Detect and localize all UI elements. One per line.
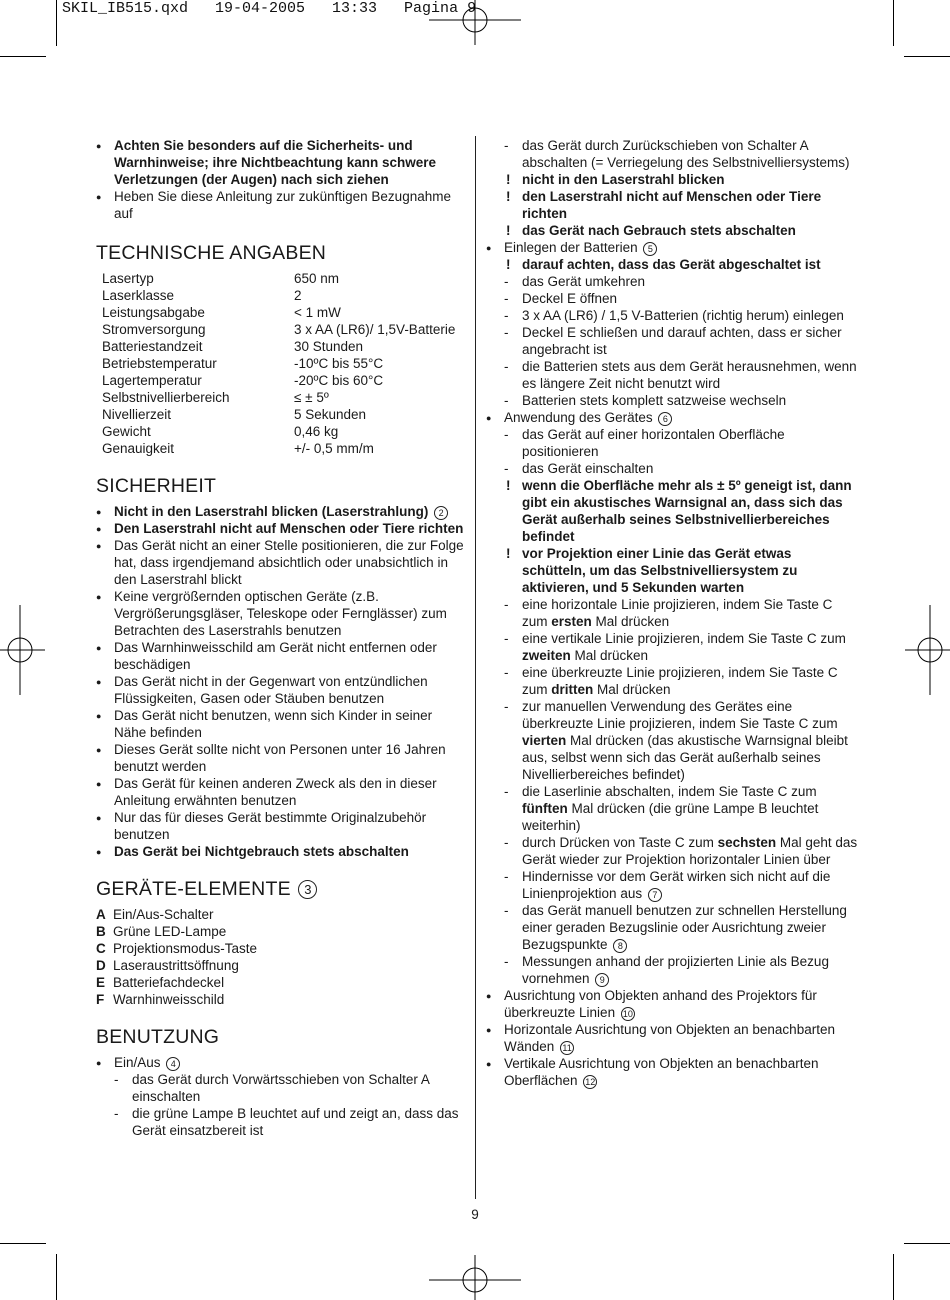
part-letter: D xyxy=(96,958,106,973)
spec-label: Genauigkeit xyxy=(102,441,175,456)
safety-item: ● Keine vergrößernden optischen Geräte (z.B. Vergrößerungsgläser, Teleskope oder Fernglässer) zum Betrachten des Laserstrahls benutzen xyxy=(96,588,468,639)
press-text: Mal drücken xyxy=(570,648,649,663)
right-column xyxy=(486,137,858,1089)
figure-ref: 9 xyxy=(595,973,609,987)
crop-mark-top-left-v xyxy=(56,0,57,46)
press-text: durch Drücken von Taste C zum xyxy=(522,835,718,850)
part-name: Warnhinweisschild xyxy=(113,992,225,1007)
spec-value: 30 Stunden xyxy=(294,339,364,354)
press-count: vierten xyxy=(522,733,567,748)
crop-mark-top-right-h xyxy=(904,56,950,57)
part-name: Batteriefachdeckel xyxy=(113,975,225,990)
use-step xyxy=(504,868,858,902)
spec-value: 5 Sekunden xyxy=(294,407,367,422)
press-text: Mal drücken xyxy=(591,614,670,629)
spec-value: 650 nm xyxy=(294,271,340,286)
press-count: zweiten xyxy=(522,648,571,663)
spec-value: < 1 mW xyxy=(294,305,341,320)
parts-list xyxy=(96,906,468,1008)
print-slug: SKIL_IB515.qxd 19-04-2005 13:33 Pagina 9 xyxy=(62,0,477,17)
figure-ref: 2 xyxy=(434,506,448,520)
figure-ref: 8 xyxy=(613,939,627,953)
intro-keep-manual: ● Heben Sie diese Anleitung zur zukünftigen Bezugnahme auf xyxy=(96,188,468,222)
spec-table xyxy=(102,270,468,457)
use-step: - das Gerät einschalten xyxy=(504,460,858,477)
elements-title: GERÄTE-ELEMENTE xyxy=(96,878,291,900)
press-step xyxy=(504,834,858,868)
spec-value: -20ºC bis 60°C xyxy=(294,373,384,388)
spec-label: Laserklasse xyxy=(102,288,175,303)
spec-label: Stromversorgung xyxy=(102,322,206,337)
application-text: Horizontale Ausrichtung von Objekten an benachbarten Wänden xyxy=(504,1022,835,1054)
usage-heading: BENUTZUNG xyxy=(96,1026,220,1048)
figure-ref: 11 xyxy=(560,1041,574,1055)
safety-item: ● Das Gerät nicht benutzen, wenn sich Kinder in seiner Nähe befinden xyxy=(96,707,468,741)
press-text: eine vertikale Linie projizieren, indem Sie Taste C zum xyxy=(522,631,846,646)
battery-step: - Deckel E öffnen xyxy=(504,290,858,307)
figure-ref: 7 xyxy=(648,888,662,902)
registration-mark-right xyxy=(905,603,950,697)
crop-mark-bottom-left-v xyxy=(56,1254,57,1300)
safety-item: ● Das Warnhinweisschild am Gerät nicht entfernen oder beschädigen xyxy=(96,639,468,673)
spec-label: Gewicht xyxy=(102,424,151,439)
warning-item: ! vor Projektion einer Linie das Gerät etwas schütteln, um das Selbstnivelliersystem zu aktivieren, und 5 Sekunden warten xyxy=(504,545,858,596)
spec-label: Lasertyp xyxy=(102,271,154,286)
battery-step: - Deckel E schließen und darauf achten, dass er sicher angebracht ist xyxy=(504,324,858,358)
press-text: eine überkreuzte Linie projizieren, indem Sie Taste C zum xyxy=(522,665,838,697)
press-text: Mal drücken xyxy=(593,682,671,697)
crop-mark-bottom-right-h xyxy=(904,1243,950,1244)
registration-mark-left xyxy=(0,603,45,697)
warning-item: ! nicht in den Laserstrahl blicken xyxy=(504,171,858,188)
usage-step: - das Gerät durch Vorwärtsschieben von Schalter A einschalten xyxy=(114,1071,468,1105)
press-text: die Laserlinie abschalten, indem Sie Taste C zum xyxy=(522,784,817,799)
spec-label: Batteriestandzeit xyxy=(102,339,203,354)
left-column xyxy=(96,137,468,1139)
warning-item: ! den Laserstrahl nicht auf Menschen oder Tiere richten xyxy=(504,188,858,222)
part-letter: B xyxy=(96,924,106,939)
spec-label: Lagertemperatur xyxy=(102,373,202,388)
battery-step: - das Gerät umkehren xyxy=(504,273,858,290)
warning-item: ! darauf achten, dass das Gerät abgeschaltet ist xyxy=(504,256,858,273)
spec-label: Selbstnivellierbereich xyxy=(102,390,230,405)
battery-text: Einlegen der Batterien xyxy=(504,240,638,255)
press-step xyxy=(504,698,858,783)
safety-text: Nicht in den Laserstrahl blicken (Laserstrahlung) xyxy=(114,504,429,519)
use-text: Anwendung des Gerätes xyxy=(504,410,653,425)
battery-step: - Batterien stets komplett satzweise wechseln xyxy=(504,392,858,409)
elements-heading xyxy=(96,878,468,900)
spec-value: 3 x AA (LR6)/ 1,5V-Batterie xyxy=(294,322,456,337)
spec-label: Leistungsabgabe xyxy=(102,305,205,320)
safety-item: ● Das Gerät nicht in der Gegenwart von entzündlichen Flüssigkeiten, Gasen oder Stäuben benutzen xyxy=(96,673,468,707)
press-text: Mal drücken (die grüne Lampe B leuchtet weiterhin) xyxy=(522,801,819,833)
use-step-text: das Gerät manuell benutzen zur schnellen Herstellung einer geraden Bezugslinie oder Ausrichtung zweier Bezugspunkte xyxy=(522,903,847,952)
press-text: Mal drücken (das akustische Warnsignal bleibt aus, selbst wenn sich das Gerät außerhalb seines Nivellierbereiches befindet) xyxy=(522,733,848,782)
part-letter: E xyxy=(96,975,106,990)
safety-item: ● Nur das für dieses Gerät bestimmte Originalzubehör benutzen xyxy=(96,809,468,843)
press-text: eine horizontale Linie projizieren, indem Sie Taste C zum xyxy=(522,597,833,629)
application-text: Ausrichtung von Objekten anhand des Projektors für überkreuzte Linien xyxy=(504,988,817,1020)
safety-item: ● Das Gerät bei Nichtgebrauch stets abschalten xyxy=(96,843,468,860)
spec-value: 2 xyxy=(294,288,302,303)
spec-label: Betriebstemperatur xyxy=(102,356,217,371)
battery-step: - die Batterien stets aus dem Gerät herausnehmen, wenn es längere Zeit nicht benutzt wird xyxy=(504,358,858,392)
press-text: Mal geht das Gerät wieder zur Projektion horizontaler Linien über xyxy=(522,835,858,867)
part-name: Laseraustrittsöffnung xyxy=(113,958,239,973)
press-step xyxy=(504,783,858,834)
part-letter: F xyxy=(96,992,105,1007)
crop-mark-bottom-left-h xyxy=(0,1243,46,1244)
crop-mark-top-right-v xyxy=(893,0,894,46)
spec-label: Nivellierzeit xyxy=(102,407,172,422)
press-step xyxy=(504,630,858,664)
figure-ref: 5 xyxy=(643,242,657,256)
column-divider xyxy=(475,136,476,1199)
tech-heading: TECHNISCHE ANGABEN xyxy=(96,242,327,264)
press-step xyxy=(504,664,858,698)
press-count: sechsten xyxy=(717,835,777,850)
press-count: dritten xyxy=(551,682,594,697)
battery-item xyxy=(486,239,858,256)
figure-ref: 3 xyxy=(298,880,317,899)
spec-value: ≤ ± 5º xyxy=(294,390,329,405)
page-number: 9 xyxy=(471,1207,479,1222)
part-letter: A xyxy=(96,907,106,922)
usage-onoff xyxy=(96,1054,468,1071)
application-item xyxy=(486,1021,858,1055)
press-step xyxy=(504,596,858,630)
part-name: Projektionsmodus-Taste xyxy=(113,941,258,956)
spec-value: -10ºC bis 55°C xyxy=(294,356,384,371)
battery-step: - 3 x AA (LR6) / 1,5 V-Batterien (richtig herum) einlegen xyxy=(504,307,858,324)
figure-ref: 10 xyxy=(622,1009,633,1019)
registration-mark-bottom xyxy=(425,1255,525,1300)
use-step: - das Gerät auf einer horizontalen Oberfläche positionieren xyxy=(504,426,858,460)
application-text: Vertikale Ausrichtung von Objekten an benachbarten Oberflächen xyxy=(504,1056,819,1088)
safety-item: ● Dieses Gerät sollte nicht von Personen unter 16 Jahren benutzt werden xyxy=(96,741,468,775)
safety-heading: SICHERHEIT xyxy=(96,475,217,497)
part-name: Ein/Aus-Schalter xyxy=(113,907,214,922)
application-item xyxy=(486,987,858,1021)
part-letter: C xyxy=(96,941,106,956)
warning-item: ! das Gerät nach Gebrauch stets abschalten xyxy=(504,222,858,239)
spec-value: 0,46 kg xyxy=(294,424,339,439)
crop-mark-bottom-right-v xyxy=(893,1254,894,1300)
press-count: ersten xyxy=(551,614,592,629)
figure-ref: 6 xyxy=(658,412,672,426)
usage-onoff-text: Ein/Aus xyxy=(114,1055,161,1070)
safety-item: ● Das Gerät für keinen anderen Zweck als den in dieser Anleitung erwähnten benutzen xyxy=(96,775,468,809)
figure-ref: 12 xyxy=(585,1077,596,1087)
use-step-text: Messungen anhand der projizierten Linie als Bezug vornehmen xyxy=(522,954,829,986)
use-step xyxy=(504,902,858,953)
use-step xyxy=(504,953,858,987)
intro-warning: ● Achten Sie besonders auf die Sicherheits- und Warnhinweise; ihre Nichtbeachtung kann schwere Verletzungen (der Augen) nach sich ziehen xyxy=(96,137,468,188)
warning-item: ! wenn die Oberfläche mehr als ± 5º geneigt ist, dann gibt ein akustisches Warnsignal an, dass sich das Gerät außerhalb seines Selbstnivellierbereiches befindet xyxy=(504,477,858,545)
usage-step: - das Gerät durch Zurückschieben von Schalter A abschalten (= Verriegelung des Selbstnivelliersystems) xyxy=(504,137,858,171)
registration-mark-top xyxy=(425,0,525,45)
application-item xyxy=(486,1055,858,1089)
usage-step: - die grüne Lampe B leuchtet auf und zeigt an, dass das Gerät einsatzbereit ist xyxy=(114,1105,468,1139)
figure-ref: 4 xyxy=(166,1057,180,1071)
safety-item xyxy=(96,503,468,520)
safety-item: ● Den Laserstrahl nicht auf Menschen oder Tiere richten xyxy=(96,520,468,537)
use-item xyxy=(486,409,858,426)
press-text: zur manuellen Verwendung des Gerätes eine überkreuzte Linie projizieren, indem Sie Taste C zum xyxy=(522,699,838,731)
press-count: fünften xyxy=(522,801,568,816)
safety-item: ● Das Gerät nicht an einer Stelle positionieren, die zur Folge hat, dass irgendjemand absichtlich oder unabsichtlich in den Laserstrahl blickt xyxy=(96,537,468,588)
use-step-text: Hindernisse vor dem Gerät wirken sich nicht auf die Linienprojektion aus xyxy=(522,869,831,901)
crop-mark-top-left-h xyxy=(0,56,46,57)
part-name: Grüne LED-Lampe xyxy=(113,924,227,939)
spec-value: +/- 0,5 mm/m xyxy=(294,441,374,456)
